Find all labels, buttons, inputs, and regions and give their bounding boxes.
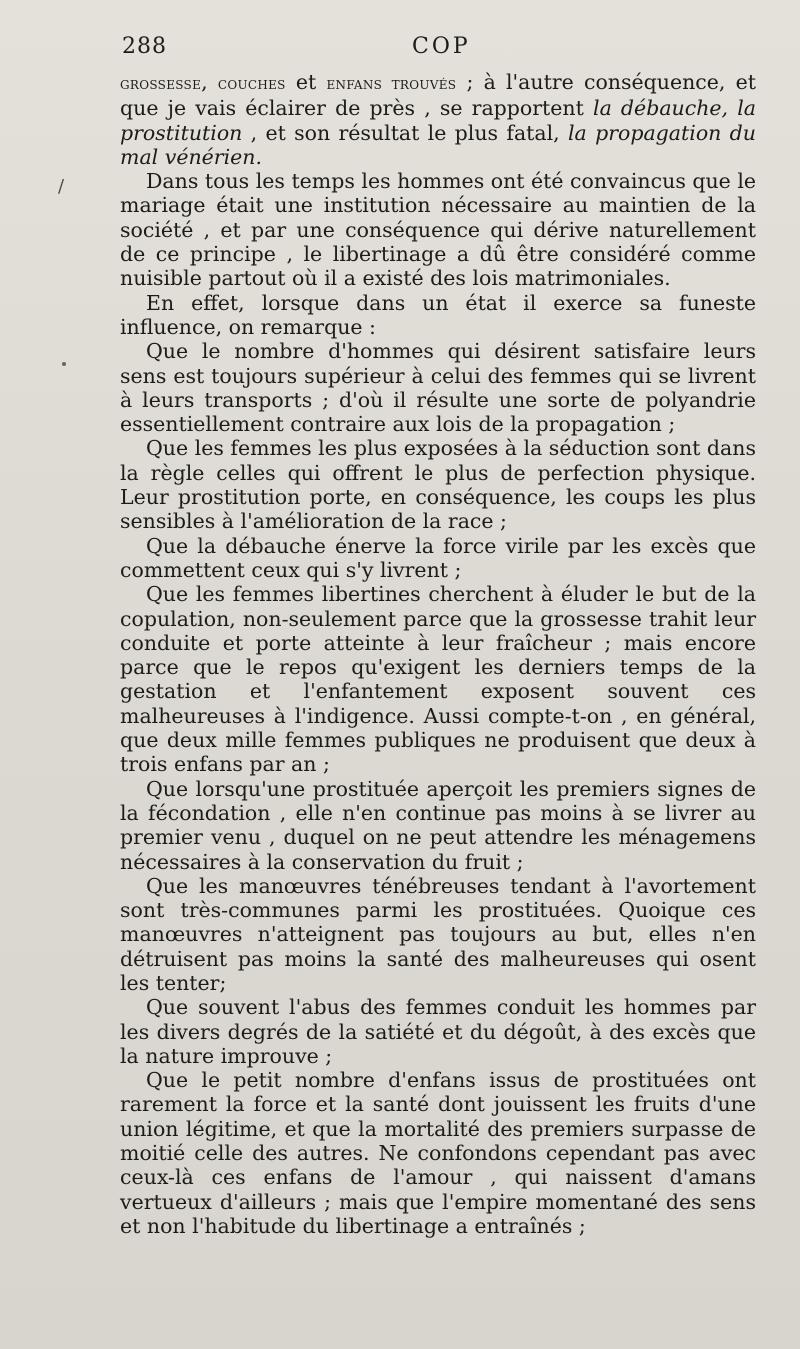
paragraph: Dans tous les temps les hommes ont été convaincus que le mariage était une institution nécessaire au maintien de la société , et par une conséquence qui dérive naturellement de ce principe , le libertinage a dû être considéré comme nuisible partout où il a existé des lois matrimoniales. bbox=[120, 169, 757, 291]
paragraph: Que les femmes les plus exposées à la séduction sont dans la règle celles qui offrent le plus de perfection physique. Leur prostitution porte, en conséquence, les coups les plus sensibles à l'amélioration de la race ; bbox=[120, 436, 757, 534]
running-head bbox=[122, 34, 754, 68]
paragraph: Que la débauche énerve la force virile par les excès que commettent ceux qui s'y livrent ; bbox=[120, 533, 756, 582]
body-text bbox=[120, 70, 756, 1238]
margin-ink-dot bbox=[62, 362, 66, 366]
paragraph: Que lorsqu'une prostituée aperçoit les premiers signes de la fécondation , elle n'en continue pas moins à se livrer au premier venu , duquel on ne peut attendre les ménagemens nécessaires à la conservation du fruit ; bbox=[120, 776, 756, 874]
running-title: COP bbox=[412, 34, 471, 59]
paragraph: Que le petit nombre d'enfans issus de prostituées ont rarement la force et la santé dont jouissent les fruits d'une union légitime, et que la mortalité des premiers surpasse de moitié celle des autres. Ne confondons cependant pas avec ceux-là ces enfans de l'amour , qui naissent d'amans vertueux d'ailleurs ; mais que l'empire momentané des sens et non l'habitude du libertinage a entraînés ; bbox=[120, 1068, 756, 1238]
italic-term: la propagation du mal vénérien. bbox=[120, 120, 756, 169]
smallcaps-term: couches bbox=[217, 74, 286, 94]
paragraph: En effet, lorsque dans un état il exerce sa funeste influence, on remarque : bbox=[120, 290, 756, 339]
smallcaps-term: enfans trouvés bbox=[326, 74, 457, 94]
paragraph: Que le nombre d'hommes qui désirent satisfaire leurs sens est toujours supérieur à celui des femmes qui se livrent à leurs transports ; d'où il résulte une sorte de polyandrie essentiellement contraire aux lois de la propagation ; bbox=[120, 339, 756, 437]
paragraph: Que souvent l'abus des femmes conduit les hommes par les divers degrés de la satiété et du dégoût, à des excès que la nature improuve ; bbox=[120, 995, 756, 1068]
paragraph: Que les femmes libertines cherchent à éluder le but de la copulation, non-seulement parce que la grossesse trahit leur conduite et porte atteinte à leur fraîcheur ; mais encore parce que le repos qu'exigent les derniers temps de la gestation et l'enfantement exposent souvent ces malheureuses à l'indigence. Aussi compte-t-on , en général, que deux mille femmes publiques ne produisent que deux à trois enfans par an ; bbox=[120, 582, 756, 777]
margin-pen-mark: / bbox=[58, 176, 65, 197]
text-run: , bbox=[201, 70, 218, 94]
text-run: et bbox=[285, 70, 327, 94]
text-run: ; à l'autre conséquence, et que je vais éclairer de près , se rapportent bbox=[120, 70, 756, 121]
italic-term: la débauche, la prostitution bbox=[120, 96, 756, 145]
text-run: , et son résultat le plus fatal, bbox=[242, 120, 568, 145]
smallcaps-term: grossesse bbox=[120, 74, 202, 94]
paragraph: Que les manœuvres ténébreuses tendant à l'avortement sont très-communes parmi les prostituées. Quoique ces manœuvres n'atteignent pas toujours au but, elles n'en détruisent pas moins la santé des malheureuses qui osent les tenter; bbox=[120, 873, 756, 995]
page-number: 288 bbox=[122, 34, 167, 59]
paragraph-continuation bbox=[120, 70, 756, 169]
